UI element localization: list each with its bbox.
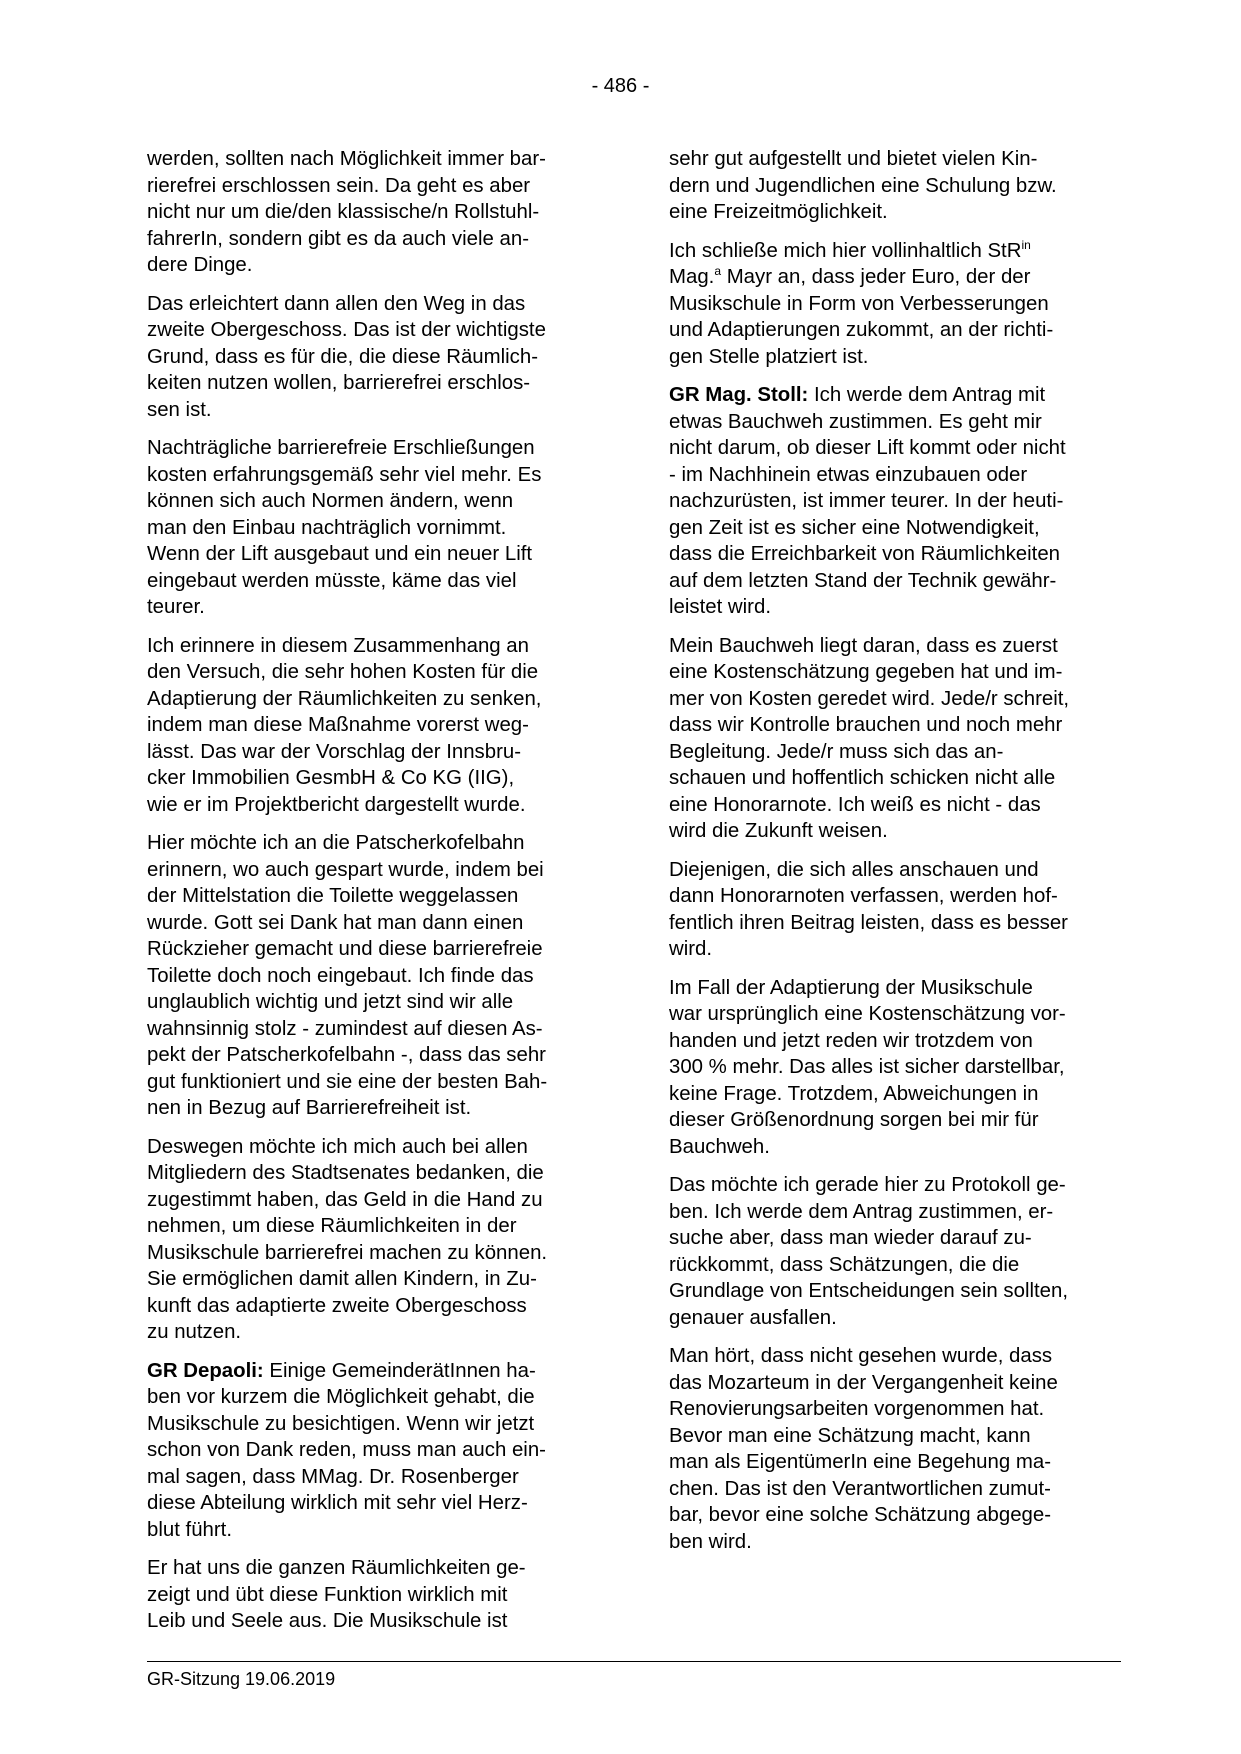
paragraph: Deswegen möchte ich mich auch bei allen Mitgliedern des Stadtsenates bedanken, die zugestimmt haben, das Geld in die Hand zu nehmen, um diese Räumlichkeiten in der Musikschule barrierefrei machen zu können. Sie ermöglichen damit allen Kindern, in Zu- kunft das adaptierte zweite Obergeschoss zu nutzen. xyxy=(147,1135,548,1343)
paragraph: Man hört, dass nicht gesehen wurde, dass das Mozarteum in der Vergangenheit keine Renovierungsarbeiten vorgenommen hat. Bevor man eine Schätzung macht, kann man als EigentümerIn eine Begehung ma- chen. Das ist den Verantwortlichen zumut- bar, bevor eine solche Schätzung abgege- ben wird. xyxy=(669,1345,1058,1553)
paragraph: Nachträgliche barrierefreie Erschließungen kosten erfahrungsgemäß sehr viel mehr. Es können sich auch Normen ändern, wenn man den Einbau nachträglich vornimmt. Wenn der Lift ausgebaut und ein neuer Lift eingebaut werden müsste, käme das viel teurer. xyxy=(147,437,542,618)
paragraph: Im Fall der Adaptierung der Musikschule war ursprünglich eine Kostenschätzung vor- handen und jetzt reden wir trotzdem von 300 % mehr. Das alles ist sicher darstellbar, keine Frage. Trotzdem, Abweichungen in dieser Größenordnung sorgen bei mir für Bauchweh. xyxy=(669,976,1066,1158)
paragraph: Er hat uns die ganzen Räumlichkeiten ge- zeigt und übt diese Funktion wirklich mit Leib und Seele aus. Die Musikschule ist xyxy=(147,1557,526,1632)
text-part: Mag. xyxy=(669,266,715,288)
paragraph: Diejenigen, die sich alles anschauen und dann Honorarnoten verfassen, werden hof- fentlich ihren Beitrag leisten, dass es besser wird. xyxy=(669,858,1068,960)
paragraph: Das möchte ich gerade hier zu Protokoll ge- ben. Ich werde dem Antrag zustimmen, er- suche aber, dass man wieder darauf zu- rückkommt, dass Schätzungen, die die Grundlage von Entscheidungen sein sollten, genauer ausfallen. xyxy=(669,1174,1069,1329)
text-part: Mayr an, dass jeder Euro, der der Musikschule in Form von Verbesserungen und Adaptierungen zukommt, an der richti- gen Stelle platziert ist. xyxy=(669,266,1054,368)
paragraph: Ich erinnere in diesem Zusammenhang an den Versuch, die sehr hohen Kosten für die Adaptierung der Räumlichkeiten zu senken, indem man diese Maßnahme vorerst weg- lässt. Das war der Vorschlag der Innsbru- cker Immobilien GesmbH & Co KG (IIG), wie er im Projektbericht dargestellt wurde. xyxy=(147,634,542,816)
paragraph: Hier möchte ich an die Patscherkofelbahn erinnern, wo auch gespart wurde, indem bei der Mittelstation die Toilette weggelassen wurde. Gott sei Dank hat man dann einen Rückzieher gemacht und diese barrierefreie Toilette doch noch eingebaut. Ich finde das unglaublich wichtig und jetzt sind wir alle wahnsinnig stolz - zumindest auf diesen As- pekt der Patscherkofelbahn -, dass das sehr gut funktioniert und sie eine der besten Bah- nen in Bezug auf Barrierefreiheit ist. xyxy=(147,832,548,1119)
speaker-name: GR Depaoli: xyxy=(147,1359,264,1382)
speech-depaoli xyxy=(147,1358,603,1544)
left-column xyxy=(147,146,603,1647)
footer-divider xyxy=(147,1661,1121,1662)
paragraph: Mein Bauchweh liegt daran, dass es zuerst eine Kostenschätzung gegeben hat und im- mer von Kosten geredet wird. Jede/r schreit, dass wir Kontrolle brauchen und noch mehr Begleitung. Jede/r muss sich das an- schauen und hoffentlich schicken nicht alle eine Honorarnote. Ich weiß es nicht - das wird die Zukunft weisen. xyxy=(669,634,1070,842)
speech-text: Einige GemeinderätInnen ha- ben vor kurzem die Möglichkeit gehabt, die Musikschule zu besichtigen. Wenn wir jetzt schon von Dank reden, muss man auch ein- mal sagen, dass MMag. Dr. Rosenberger diese Abteilung wirklich mit sehr viel Herz- blut führt. xyxy=(147,1359,546,1541)
speech-stoll xyxy=(669,382,1125,621)
speech-text: Ich werde dem Antrag mit etwas Bauchweh zustimmen. Es geht mir nicht darum, ob dieser Lift kommt oder nicht - im Nachhinein etwas einzubauen oder nachzurüsten, ist immer teurer. In der heuti- gen Zeit ist es sicher eine Notwendigkeit, dass die Erreichbarkeit von Räumlichkeiten auf dem letzten Stand der Technik gewähr- leistet wird. xyxy=(669,384,1066,618)
right-column xyxy=(669,146,1125,1567)
paragraph-mayr xyxy=(669,238,1125,371)
paragraph: sehr gut aufgestellt und bietet vielen Kin- dern und Jugendlichen eine Schulung bzw. eine Freizeitmöglichkeit. xyxy=(669,148,1057,223)
superscript: in xyxy=(1021,237,1031,252)
speaker-name: GR Mag. Stoll: xyxy=(669,384,809,406)
page-number: - 486 - xyxy=(591,75,650,97)
paragraph: Das erleichtert dann allen den Weg in das zweite Obergeschoss. Das ist der wichtigste Grund, dass es für die, die diese Räumlich- keiten nutzen wollen, barrierefrei erschlos- sen ist. xyxy=(147,292,546,421)
footer-session-date: GR-Sitzung 19.06.2019 xyxy=(147,1669,336,1689)
superscript: a xyxy=(714,264,722,278)
text-part: Ich schließe mich hier vollinhaltlich StR xyxy=(669,239,1022,262)
paragraph: werden, sollten nach Möglichkeit immer bar- rierefrei erschlossen sein. Da geht es aber nicht nur um die/den klassische/n Rollstuhl- fahrerIn, sondern gibt es da auch viele an- dere Dinge. xyxy=(147,148,546,276)
